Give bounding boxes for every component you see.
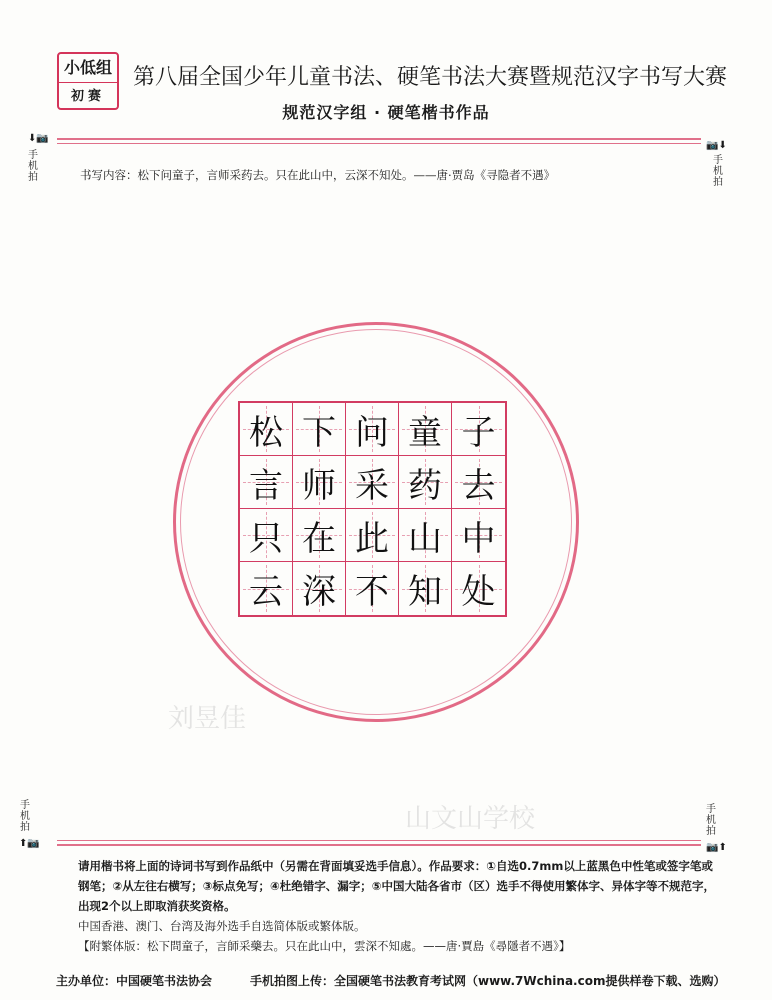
grid-cell: 去 (452, 456, 505, 509)
grid-cell: 下 (293, 403, 346, 456)
round-label: 初赛 (70, 89, 105, 104)
camera-marker-top-right: 📷⬇ (706, 140, 727, 151)
bleed-through-name: 刘昱佳 (168, 704, 247, 734)
phone-label-top-right: 手机拍 (713, 155, 723, 188)
grid-cell: 只 (240, 509, 293, 562)
requirements-traditional: 【附繁体版：松下問童子，言師采藥去。只在此山中，雲深不知處。——唐·賈島《尋隱者不遇》】 (78, 939, 571, 953)
phone-label-top-left: 手机拍 (28, 150, 38, 183)
footer-organizer: 主办单位：中国硬笔书法协会 (56, 974, 213, 988)
grid-cell: 药 (399, 456, 452, 509)
bleed-through-school: 山文山学校 (405, 804, 536, 834)
grid-cell: 知 (399, 562, 452, 615)
grid-cell: 深 (293, 562, 346, 615)
footer-upload: 手机拍图上传：全国硬笔书法教育考试网（www.7Wchina.com提供样卷下载、选购） (250, 974, 726, 988)
grid-cell: 此 (346, 509, 399, 562)
requirements-block (78, 856, 718, 956)
grid-cell: 童 (399, 403, 452, 456)
grid-cell: 子 (452, 403, 505, 456)
camera-marker-bottom-left: ⬆📷 (19, 838, 40, 849)
grid-cell: 采 (346, 456, 399, 509)
grid-cell: 言 (240, 456, 293, 509)
requirements-main: 请用楷书将上面的诗词书写到作品纸中（另需在背面填妥选手信息）。作品要求：①自选0.7mm以上蓝黑色中性笔或签字笔或钢笔；②从左往右横写；③标点免写；④杜绝错字、漏字；⑤中国大陆各省市（区）选手不得使用繁体字、异体字等不规范字，出现2个以上即取消获奖资格。 (78, 859, 715, 913)
grid-cell: 在 (293, 509, 346, 562)
camera-marker-bottom-right: 📷⬆ (706, 842, 727, 853)
grid-cell: 山 (399, 509, 452, 562)
writing-grid (238, 401, 507, 617)
grid-cell: 不 (346, 562, 399, 615)
top-rule-upper (57, 138, 701, 140)
grid-cell: 云 (240, 562, 293, 615)
phone-label-bottom-left: 手机拍 (20, 800, 30, 833)
top-rule-lower (57, 143, 701, 144)
group-label: 小低组 (59, 54, 117, 83)
grid-cell: 师 (293, 456, 346, 509)
requirements-overseas: 中国香港、澳门、台湾及海外选手自选简体版或繁体版。 (78, 919, 366, 933)
phone-label-bottom-right: 手机拍 (706, 804, 716, 837)
grid-cell: 中 (452, 509, 505, 562)
camera-marker-top-left: ⬇📷 (28, 133, 49, 144)
bottom-rule-upper (57, 840, 701, 841)
grid-cell: 处 (452, 562, 505, 615)
grid-cell: 问 (346, 403, 399, 456)
writing-content-line: 书写内容：松下问童子，言师采药去。只在此山中，云深不知处。——唐·贾岛《寻隐者不遇》 (80, 168, 556, 182)
grid-cell: 松 (240, 403, 293, 456)
bottom-rule-lower (57, 844, 701, 846)
competition-title: 第八届全国少年儿童书法、硬笔书法大赛暨规范汉字书写大赛 (133, 65, 728, 90)
category-subtitle: 规范汉字组 · 硬笔楷书作品 (282, 103, 490, 122)
